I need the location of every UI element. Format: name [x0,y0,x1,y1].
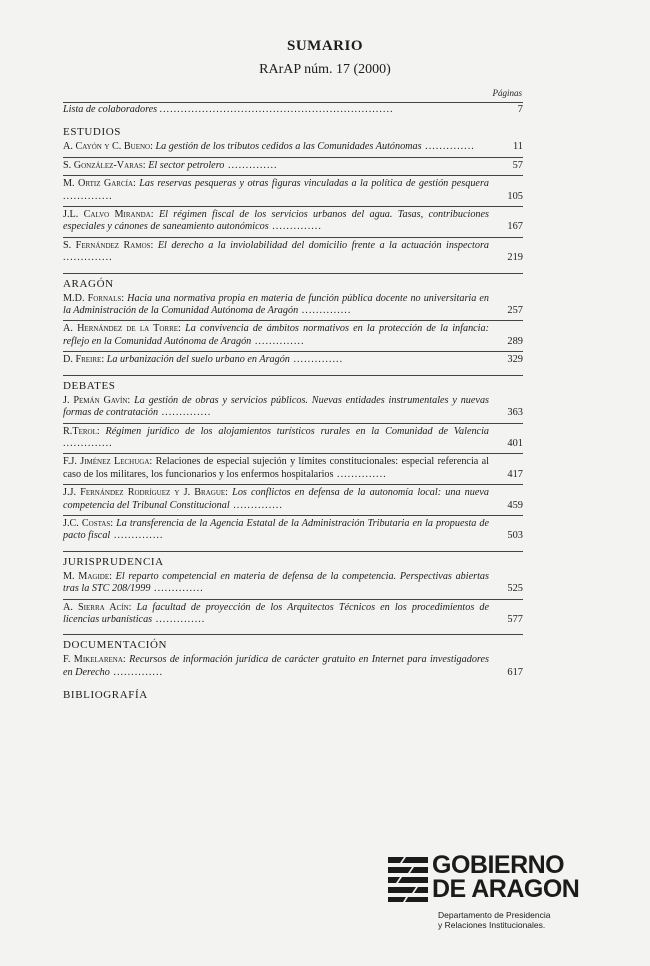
logo-department [438,910,550,930]
entry-title: El derecho a la inviolabilidad del domicilio frente a la actuación inspectora [157,239,489,251]
entry-title: La convivencia de ámbitos normativos en la protección de la infancia: reflejo en la Comunidad Autónoma de Aragón [63,323,490,347]
toc-entry: J. Pemán Gavín: La gestión de obras y servicios públicos. Nuevas entidades instrumentales y nuevas formas de contratación .............. 363 [63,395,523,424]
toc-entry: S. Fernández Ramos: El derecho a la inviolabilidad del domicilio frente a la actuación inspectora .............. 219 [63,239,523,264]
entry-page: 577 [507,613,523,625]
entry-title: Las reservas pesqueras y otras figuras vinculadas a la política de gestión pesquera [139,178,490,190]
toc-entry: A. Hernández de la Torre: La convivencia de ámbitos normativos en la protección de la infancia: reflejo en la Comunidad Autónoma de Aragón .............. 289 [63,323,523,352]
toc-entry: M. Magide: El reparto competencial en materia de defensa de la competencia. Perspectivas abiertas tras la STC 208/1999 .............. 525 [63,571,523,600]
entry-title: Régimen jurídico de los alojamientos turísticos rurales en la Comunidad de Valencia [105,425,490,437]
entry-title: Recursos de información jurídica de carácter gratuito en Internet para investigadores en Derecho [63,654,490,678]
toc-entry: J.C. Costas: La transferencia de la Agencia Estatal de la Administración Tributaria en la propuesta de pacto fiscal .............. 503 [63,517,523,542]
contributors-label: Lista de colaboradores [63,104,158,115]
entry-page: 617 [507,666,523,678]
entry-author: J. Pemán Gavín: [63,394,131,406]
entry-page: 363 [507,407,523,419]
entry-author: M. Ortiz García: [63,178,136,190]
entry-title: Relaciones de especial sujeción y límites constitucionales: especial referencia al caso de los militares, los funcionarios y los enfermos hospitalarios [63,456,490,480]
entry-author: M.D. Fornals: [63,292,125,304]
gobierno-aragon-logo [386,853,586,933]
entry-title: El régimen fiscal de los servicios urbanos del agua. Tasas, contribuciones especiales y cánones de saneamiento autonómicos [63,209,489,233]
table-of-contents [63,102,523,701]
entry-page: 11 [512,141,523,153]
section-heading: DOCUMENTACIÓN [63,634,523,651]
entry-author: A. Hernández de la Torre: [63,323,181,335]
entry-author: J.J. Fernández Rodríguez y J. Brague: [63,487,228,499]
logo-line2: DE ARAGON [432,875,580,903]
sections [63,126,523,681]
toc-entry: A. Cayón y C. Bueno: La gestión de los tributos cedidos a las Comunidades Autónomas .............. 11 [63,141,523,157]
entry-title: La gestión de obras y servicios públicos. Nuevas entidades instrumentales y nuevas formas de contratación [63,394,490,419]
entry-title: La gestión de los tributos cedidos a las Comunidades Autónomas [155,141,422,153]
toc-entry: J.L. Calvo Miranda: El régimen fiscal de los servicios urbanos del agua. Tasas, contribuciones especiales y cánones de saneamiento autonómicos .............. 167 [63,209,523,238]
entry-page: 105 [507,190,523,202]
toc-entry: F. Mikelarena: Recursos de información jurídica de carácter gratuito en Internet para investigadores en Derecho .............. 617 [63,654,523,678]
section-heading: ESTUDIOS [63,126,121,139]
toc-entry: J.J. Fernández Rodríguez y J. Brague: Los conflictos en defensa de la autonomía local: una nueva competencia del Tribunal Constitucional .............. 459 [63,487,523,516]
paginas-label: Páginas [492,88,522,98]
toc-entry: S. González-Varas: El sector petrolero .............. 57 [63,160,523,176]
logo-line1: GOBIERNO [432,851,565,879]
entry-page: 417 [507,468,523,480]
entry-author: A. Sierra Acín: [63,601,132,613]
entry-title: Los conflictos en defensa de la autonomía local: una nueva competencia del Tribunal Constitucional [63,487,490,511]
entry-title: La facultad de proyección de los Arquitectos Técnicos en los procedimientos de licencias urbanísticas [63,601,489,625]
contributors-page: 7 [517,104,523,115]
entry-author: J.L. Calvo Miranda: [63,209,154,221]
entry-page: 459 [507,499,523,511]
logo-dept-line1: Departamento de Presidencia [438,910,551,920]
entry-title: Hacia una normativa propia en materia de función pública docente no universitaria en la Administración de la Comunidad Autónoma de Aragón [63,292,490,317]
entry-title: El sector petrolero [148,159,225,171]
toc-entry: D. Freire: La urbanización del suelo urbano en Aragón .............. 329 [63,354,523,366]
entry-author: S. González-Varas: [63,159,146,171]
section-heading: ARAGÓN [63,273,523,290]
entry-page: 167 [507,221,523,233]
entry-page: 503 [507,530,523,542]
logo-dept-line2: y Relaciones Institucionales. [438,920,546,930]
entry-author: D. Freire: [63,354,105,366]
entry-title: El reparto competencial en materia de defensa de la competencia. Perspectivas abiertas tras la STC 208/1999 [63,570,489,595]
entry-page: 329 [507,354,523,366]
entry-author: S. Fernández Ramos: [63,239,154,251]
toc-entry: R.Terol: Régimen jurídico de los alojamientos turísticos rurales en la Comunidad de Valencia .............. 401 [63,426,523,455]
page-subtitle: RArAP núm. 17 (2000) [259,62,391,77]
toc-entry: M. Ortiz García: Las reservas pesqueras y otras figuras vinculadas a la política de gestión pesquera .............. 105 [63,178,523,207]
entry-author: F.J. Jiménez Lechuga: [63,456,153,468]
entry-author: J.C. Costas: [63,517,114,529]
aragon-emblem-icon [386,853,430,903]
entry-page: 257 [507,305,523,317]
entry-page: 57 [512,159,523,171]
section-heading-bibliografia: BIBLIOGRAFÍA [63,689,148,702]
section-heading: DEBATES [63,375,523,392]
entry-author: M. Magide: [63,570,112,582]
entry-title: La urbanización del suelo urbano en Aragón [106,354,290,366]
page-title: SUMARIO [286,38,363,54]
toc-entry: A. Sierra Acín: La facultad de proyección de los Arquitectos Técnicos en los procedimientos de licencias urbanísticas .............. 577 [63,601,523,625]
entry-page: 401 [507,437,523,449]
entry-author: R.Terol: [63,425,100,437]
toc-entry: F.J. Jiménez Lechuga: Relaciones de especial sujeción y límites constitucionales: especial referencia al caso de los militares, los funcionarios y los enfermos hospitalarios .............. 417 [63,456,523,485]
section-heading: JURISPRUDENCIA [63,551,523,568]
toc-entry: M.D. Fornals: Hacia una normativa propia en materia de función pública docente no universitaria en la Administración de la Comunidad Autónoma de Aragón .............. 257 [63,293,523,322]
entry-author: F. Mikelarena: [63,654,126,666]
divider [63,102,523,103]
entry-page: 525 [507,583,523,595]
contributors-entry: Lista de colaboradores .................................................................. 7 [63,104,523,115]
entry-page: 219 [507,252,523,264]
entry-page: 289 [507,335,523,347]
entry-title: La transferencia de la Agencia Estatal de la Administración Tributaria en la propuesta de pacto fiscal [63,517,489,542]
entry-author: A. Cayón y C. Bueno: [63,141,153,153]
